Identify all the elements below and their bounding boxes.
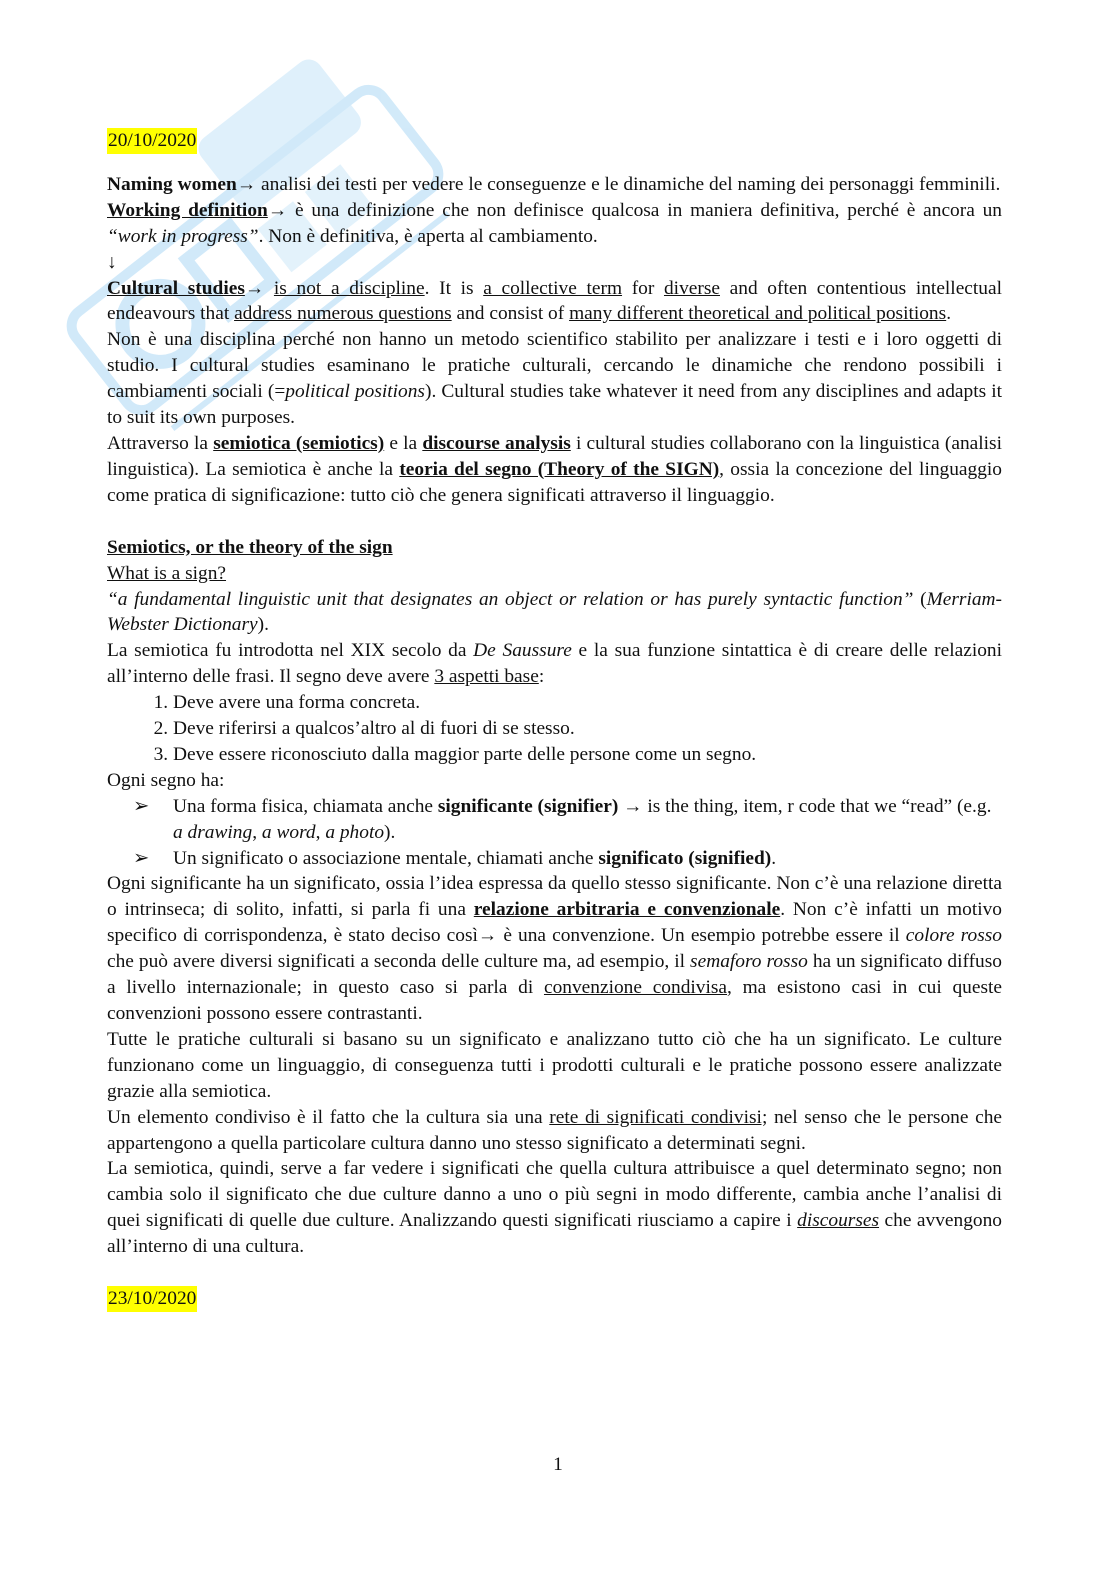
date-highlight: 23/10/2020 <box>107 1286 197 1312</box>
page-number: 1 <box>553 1454 563 1475</box>
list-item: ➢ Un significato o associazione mentale, chiamati anche significato (signified). <box>107 846 1002 872</box>
paragraph-semiotica-quindi: La semiotica, quindi, serve a far vedere i significati che quella cultura attribuisce a quel determinato segno; non cambia solo il significato che due culture danno a uno o più segni in modo differente, cambia anche l’analisi di quei significati di quelle due culture. Analizzando questi significati riusciamo a capire i discourses che avvengono all’interno di una cultura. <box>107 1158 1002 1258</box>
list-item: 2. Deve riferirsi a qualcos’altro al di fuori di se stesso. <box>173 716 1002 742</box>
paragraph-working-definition: Working definition→ è una definizione che non definisce qualcosa in maniera definitiva, perché è ancora un “work in progress”. Non è definitiva, è aperta al cambiamento. <box>107 199 1002 247</box>
list-item: 3. Deve essere riconosciuto dalla maggior parte delle persone come un segno. <box>173 742 1002 768</box>
paragraph-cultural-studies: Cultural studies→ is not a discipline. It is a collective term for diverse and often contentious intellectual endeavours that address numerous questions and consist of many different theoretical and political positions. <box>107 277 1002 325</box>
document-page <box>107 128 1002 1312</box>
section-heading: Semiotics, or the theory of the sign <box>107 536 393 558</box>
arrow-bullet-icon: ➢ <box>133 847 150 869</box>
ogni-segno-label: Ogni segno ha: <box>107 769 225 791</box>
list-item: 1. Deve avere una forma concreta. <box>173 690 1002 716</box>
section-subheading: What is a sign? <box>107 562 227 584</box>
paragraph-de-saussure: La semiotica fu introdotta nel XIX secolo da De Saussure e la sua funzione sintattica è di creare delle relazioni all’interno delle frasi. Il segno deve avere 3 aspetti base: <box>107 640 1002 688</box>
paragraph-pratiche-culturali: Tutte le pratiche culturali si basano su un significato e analizzano tutto ciò che ha un significato. Le culture funzionano come un linguaggio, di conseguenza tutti i prodotti culturali e le pratiche possono essere analizzate grazie alla semiotica. <box>107 1028 1002 1102</box>
paragraph-naming-women: Naming women→ analisi dei testi per vedere le conseguenze e le dinamiche del naming dei personaggi femminili. <box>107 173 1001 195</box>
paragraph-not-a-discipline: Non è una disciplina perché non hanno un metodo scientifico stabilito per analizzare i testi e i loro oggetti di studio. I cultural studies esaminano le pratiche culturali, cercando le dinamiche che rendono possibili i cambiamenti sociali (=political positions). Cultural studies take whatever it need from any disciplines and adapts it to suit its own purposes. <box>107 329 1002 429</box>
arrow-bullet-list <box>107 794 1002 872</box>
date-highlight: 20/10/2020 <box>107 128 197 154</box>
down-arrow-icon: ↓ <box>107 251 117 273</box>
paragraph-significante: Ogni significante ha un significato, ossia l’idea espressa da quello stesso significante. Non c’è una relazione diretta o intrinseca; di solito, infatti, si parla fi una relazione arbitraria e convenzionale. Non c’è infatti un motivo specifico di corrispondenza, è stato deciso così→ è una convenzione. Un esempio potrebbe essere il colore rosso che può avere diversi significati a seconda delle culture ma, ad esempio, il semaforo rosso ha un significato diffuso a livello internazionale; in questo caso si parla di convenzione condivisa, ma esistono casi in cui queste convenzioni possono essere contrastanti. <box>107 873 1003 1024</box>
paragraph-elemento-condiviso: Un elemento condiviso è il fatto che la cultura sia una rete di significati condivisi; nel senso che le persone che appartengono a quella particolare cultura danno uno stesso significato a determinati segni. <box>107 1106 1003 1154</box>
paragraph-semiotica: Attraverso la semiotica (semiotics) e la discourse analysis i cultural studies collaborano con la linguistica (analisi linguistica). La semiotica è anche la teoria del segno (Theory of the SIGN), ossia la concezione del linguaggio come pratica di significazione: tutto ciò che genera significati attraverso il linguaggio. <box>107 432 1002 506</box>
numbered-list <box>107 690 1002 768</box>
arrow-bullet-icon: ➢ <box>133 795 150 817</box>
list-item: ➢ Una forma fisica, chiamata anche significante (signifier) → is the thing, item, r code that we “read” (e.g. a drawing, a word, a photo). <box>133 795 992 843</box>
definition-quote: “a fundamental linguistic unit that designates an object or relation or has purely syntactic function” (Merriam-Webster Dictionary). <box>107 588 1002 636</box>
